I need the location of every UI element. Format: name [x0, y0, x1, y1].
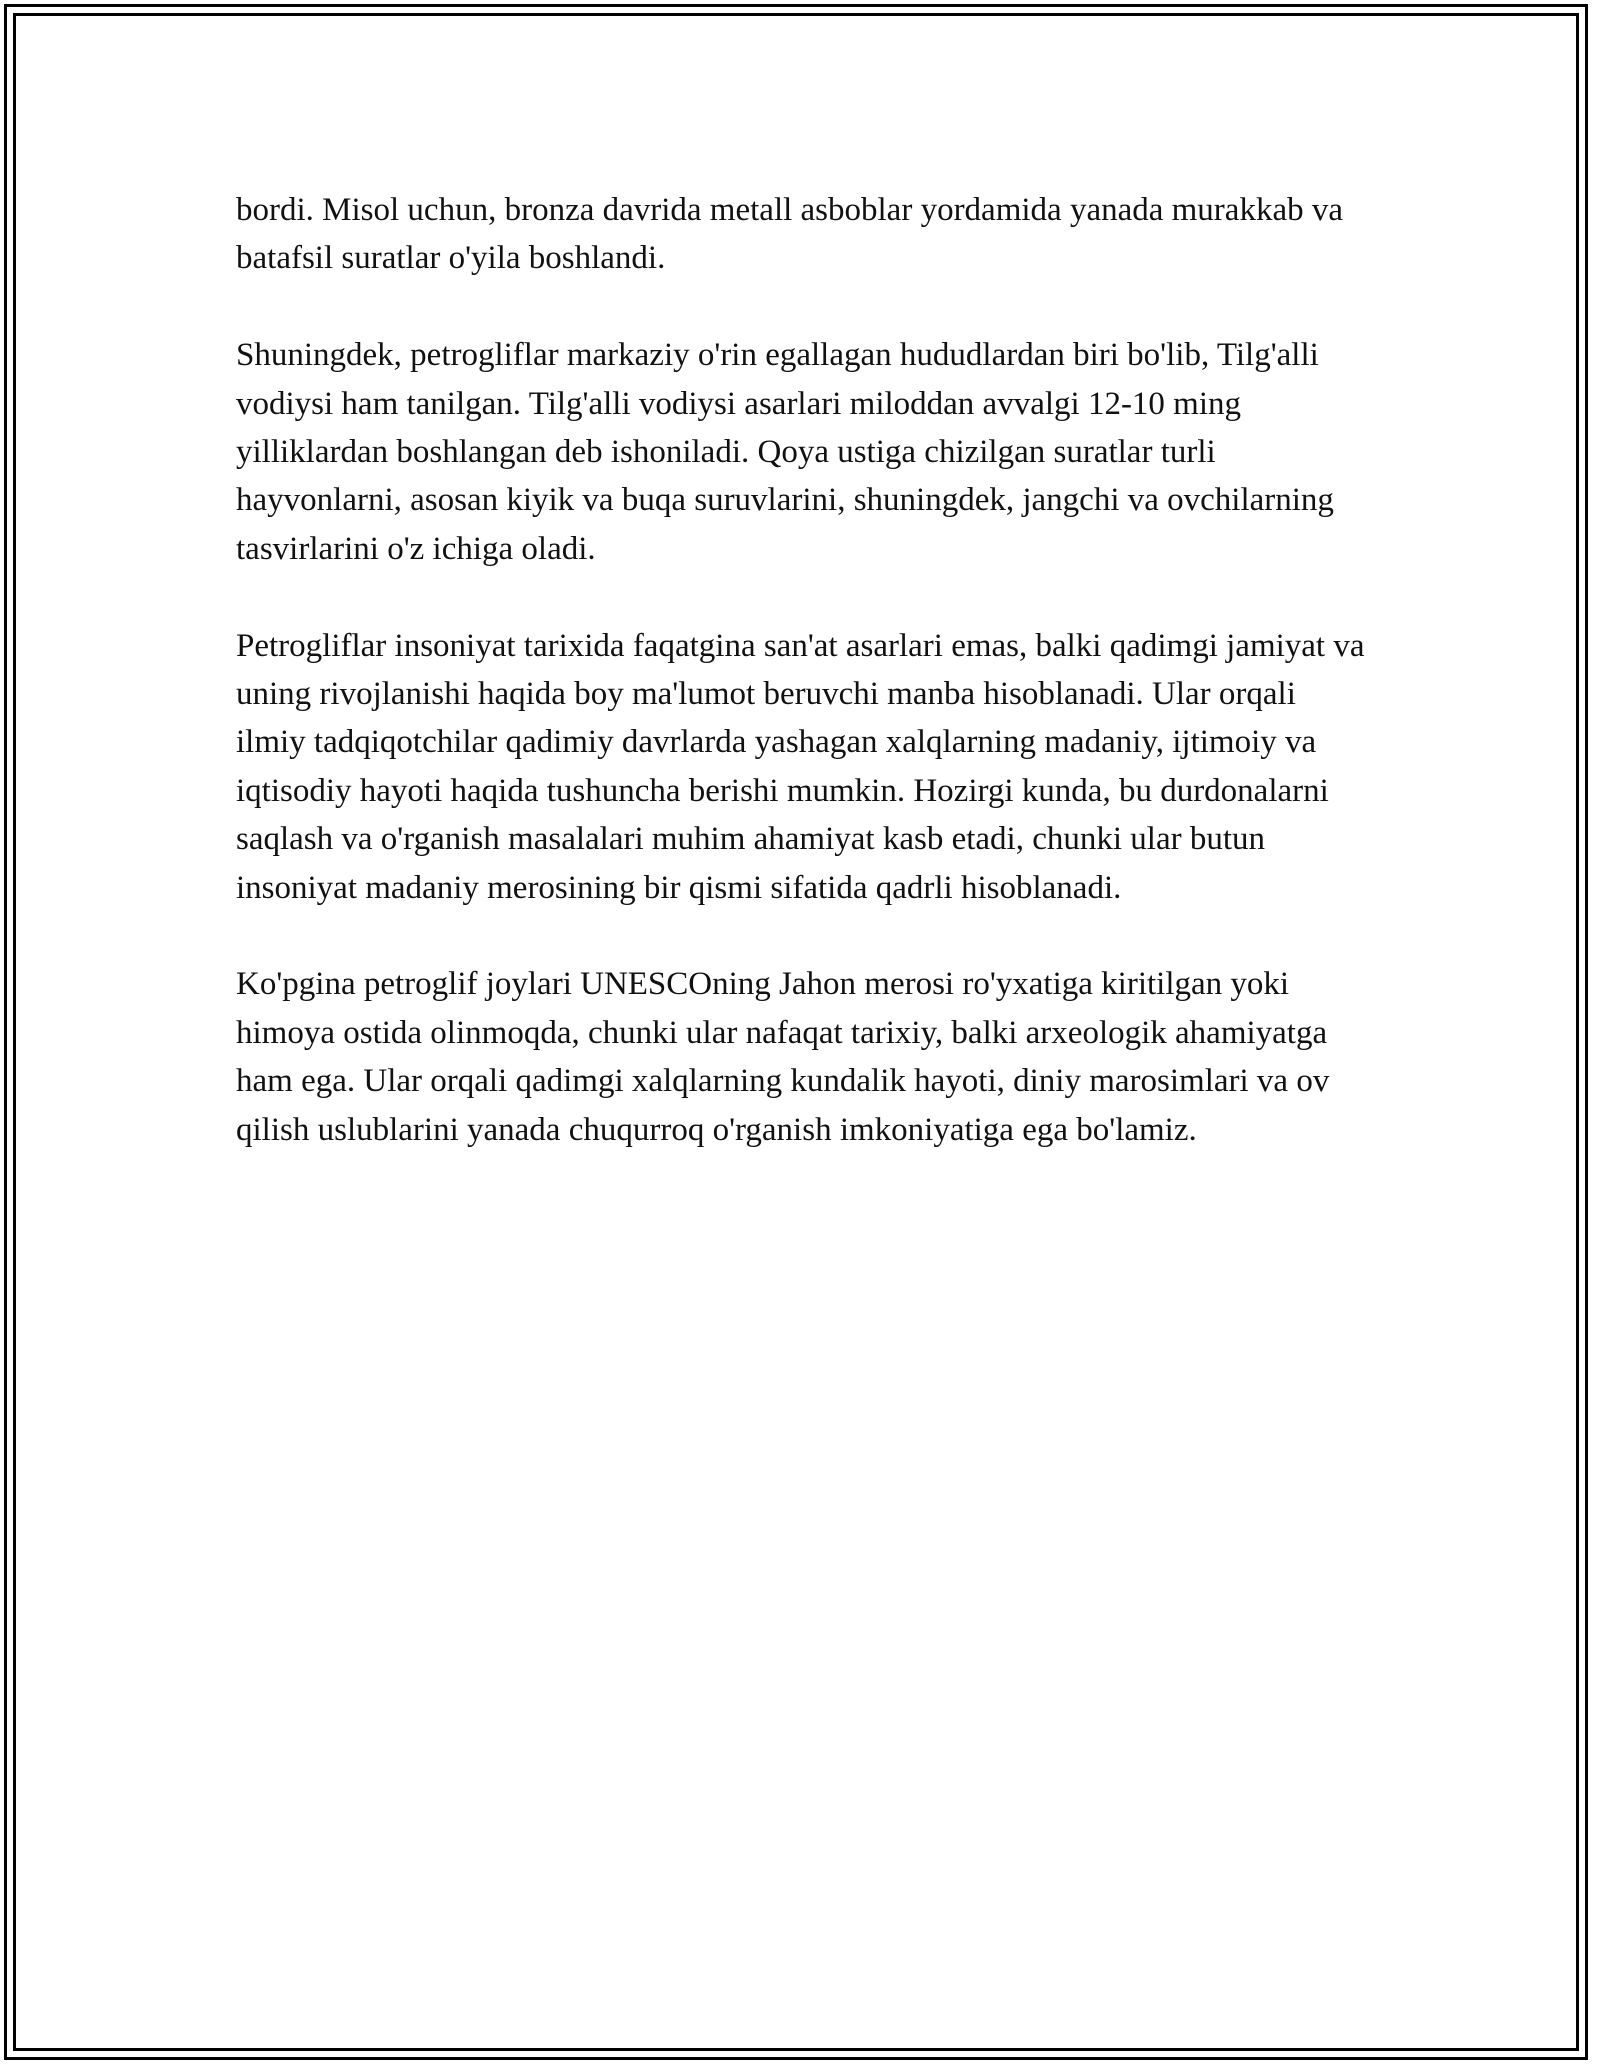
paragraph-4: Ko'pgina petroglif joylari UNESCOning Jahon merosi ro'yxatiga kiritilgan yoki himoya ostida olinmoqda, chunki ular nafaqat tarixiy, balki arxeologik ahamiyatga ham ega. Ular orqali qadimgi xalqlarning kundalik hayoti, diniy marosimlari va ov qilish uslublarini yanada chuqurroq o'rganish imkoniyatiga ega bo'lamiz.	[236, 966, 1330, 1148]
document-body	[236, 186, 1366, 1154]
paragraph-1: bordi. Misol uchun, bronza davrida metall asboblar yordamida yanada murakkab va batafsil suratlar o'yila boshlandi.	[236, 192, 1343, 277]
paragraph-2: Shuningdek, petrogliflar markaziy o'rin egallagan hududlardan biri bo'lib, Tilg'alli vodiysi ham tanilgan. Tilg'alli vodiysi asarlari miloddan avvalgi 12-10 ming yilliklardan boshlangan deb ishoniladi. Qoya ustiga chizilgan suratlar turli hayvonlarni, asosan kiyik va buqa suruvlarini, shuningdek, jangchi va ovchilarning tasvirlarini o'z ichiga oladi.	[236, 337, 1334, 567]
paragraph-3: Petrogliflar insoniyat tarixida faqatgina san'at asarlari emas, balki qadimgi jamiyat va uning rivojlanishi haqida boy ma'lumot beruvchi manba hisoblanadi. Ular orqali ilmiy tadqiqotchilar qadimiy davrlarda yashagan xalqlarning madaniy, ijtimoiy va iqtisodiy hayoti haqida tushuncha berishi mumkin. Hozirgi kunda, bu durdonalarni saqlash va o'rganish masalalari muhim ahamiyat kasb etadi, chunki ular butun insoniyat madaniy merosining bir qismi sifatida qadrli hisoblanadi.	[236, 627, 1365, 906]
